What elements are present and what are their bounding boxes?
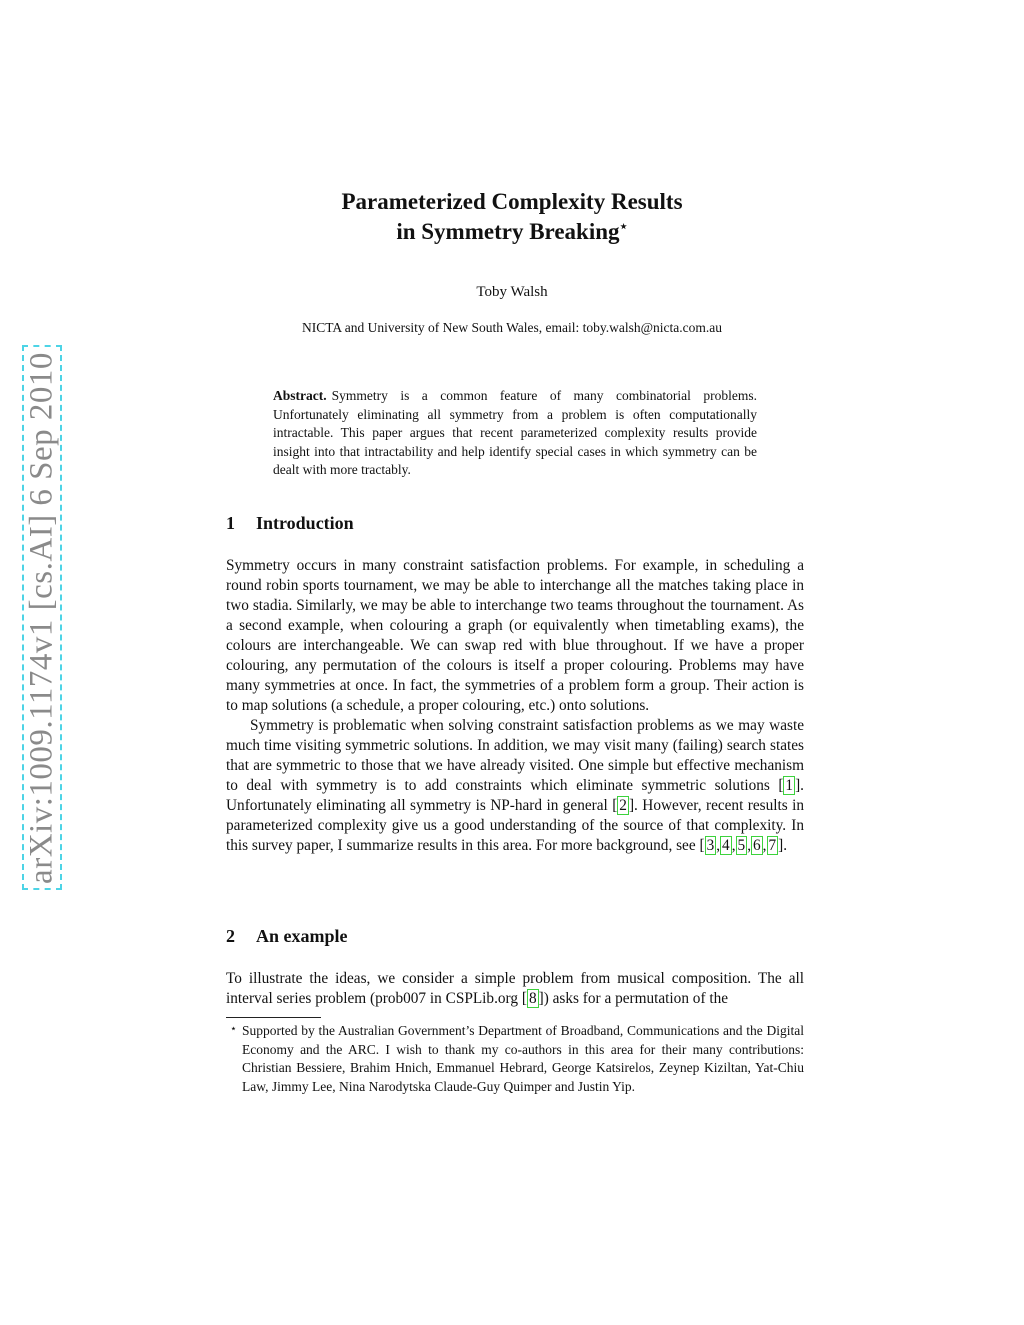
section-heading-1 bbox=[226, 513, 354, 534]
citation-link[interactable]: 1 bbox=[785, 777, 794, 794]
title-line-1: Parameterized Complexity Results bbox=[341, 189, 683, 214]
footnote-mark: ⋆ bbox=[230, 1023, 237, 1035]
author: Toby Walsh bbox=[476, 284, 548, 300]
section-number: 1 bbox=[226, 513, 235, 533]
section-number: 2 bbox=[226, 926, 235, 946]
citation-link[interactable]: 2 bbox=[619, 797, 627, 814]
title-footnote-mark: ⋆ bbox=[619, 218, 628, 234]
footnote bbox=[226, 1022, 804, 1096]
section-heading-2 bbox=[226, 926, 348, 947]
section-title: An example bbox=[256, 926, 348, 946]
paper-title bbox=[0, 187, 1024, 247]
paragraph: Symmetry occurs in many constraint satisfaction problems. For example, in scheduling a round robin sports tournament, we may be able to interchange all the matches taking place in two stadia. Similarly, we may be able to interchange two teams throughout the tournament. As a second example, when colouring a graph (or equivalently when timetabling exams), the colours are interchangeable. We can swap red with blue throughout. If we have a proper colouring, any permutation of the colours is itself a proper colouring. Problems may have many symmetries at once. In fact, the symmetries of a problem form a group. Their action is to map solutions (a schedule, a proper colouring, etc.) onto solutions. bbox=[226, 557, 804, 714]
footnote-divider bbox=[226, 1017, 321, 1018]
citation-link[interactable]: 7 bbox=[768, 837, 777, 854]
citation-link[interactable]: 8 bbox=[528, 990, 537, 1007]
title-line-2: in Symmetry Breaking⋆ bbox=[396, 218, 628, 244]
citation-link[interactable]: 3 bbox=[706, 837, 715, 854]
section-2-body bbox=[226, 969, 804, 1009]
citation-link[interactable]: 4 bbox=[722, 837, 730, 854]
arxiv-stamp bbox=[22, 345, 62, 890]
citation-link[interactable]: 5 bbox=[737, 837, 746, 854]
affiliation: NICTA and University of New South Wales, email: toby.walsh@nicta.com.au bbox=[301, 320, 723, 335]
abstract bbox=[273, 387, 757, 480]
abstract-text: Symmetry is a common feature of many combinatorial problems. Unfortunately eliminating all symmetry from a problem is often computationally intractable. This paper argues that recent parameterized complexity results provide insight into that intractability and help identify special cases in which symmetry can be dealt with more tractably. bbox=[273, 388, 757, 477]
section-1-body bbox=[226, 556, 804, 856]
footnote-text: Supported by the Australian Government’s Department of Broadband, Communications and the Digital Economy and the ARC. I wish to thank my co-authors in this area for their many contributions: Christian Bessiere, Brahim Hnich, Emmanuel Hebrard, George Katsirelos, Zeynep Kiziltan, Yat-Chiu Law, Jimmy Lee, Nina Narodytska Claude-Guy Quimper and Justin Yip. bbox=[242, 1023, 804, 1094]
abstract-label: Abstract. bbox=[273, 388, 327, 403]
paragraph: To illustrate the ideas, we consider a simple problem from musical composition. The all interval series problem (prob007 in CSPLib.org [ 8 ]) asks for a permutation of the bbox=[226, 970, 804, 1007]
arxiv-stamp-text: arXiv:1009.1174v1 [cs.AI] 6 Sep 2010 bbox=[23, 351, 60, 884]
section-title: Introduction bbox=[256, 513, 354, 533]
citation-link[interactable]: 6 bbox=[753, 837, 761, 854]
paragraph: Symmetry is problematic when solving constraint satisfaction problems as we may waste much time visiting symmetric solutions. In addition, we may visit many (failing) search states that are symmetric to those that we have already visited. One simple but effective mechanism to deal with symmetry is to add constraints which eliminate symmetric solutions [ 1 ]. Unfortunately eliminating all symmetry is NP-hard in general [ 2 ]. However, recent results in parameterized complexity give us a good understanding of the source of that complexity. In this survey paper, I summarize results in this area. For more background, see [ 3 , 4 , 5 , 6 , 7 ]. bbox=[226, 717, 804, 854]
